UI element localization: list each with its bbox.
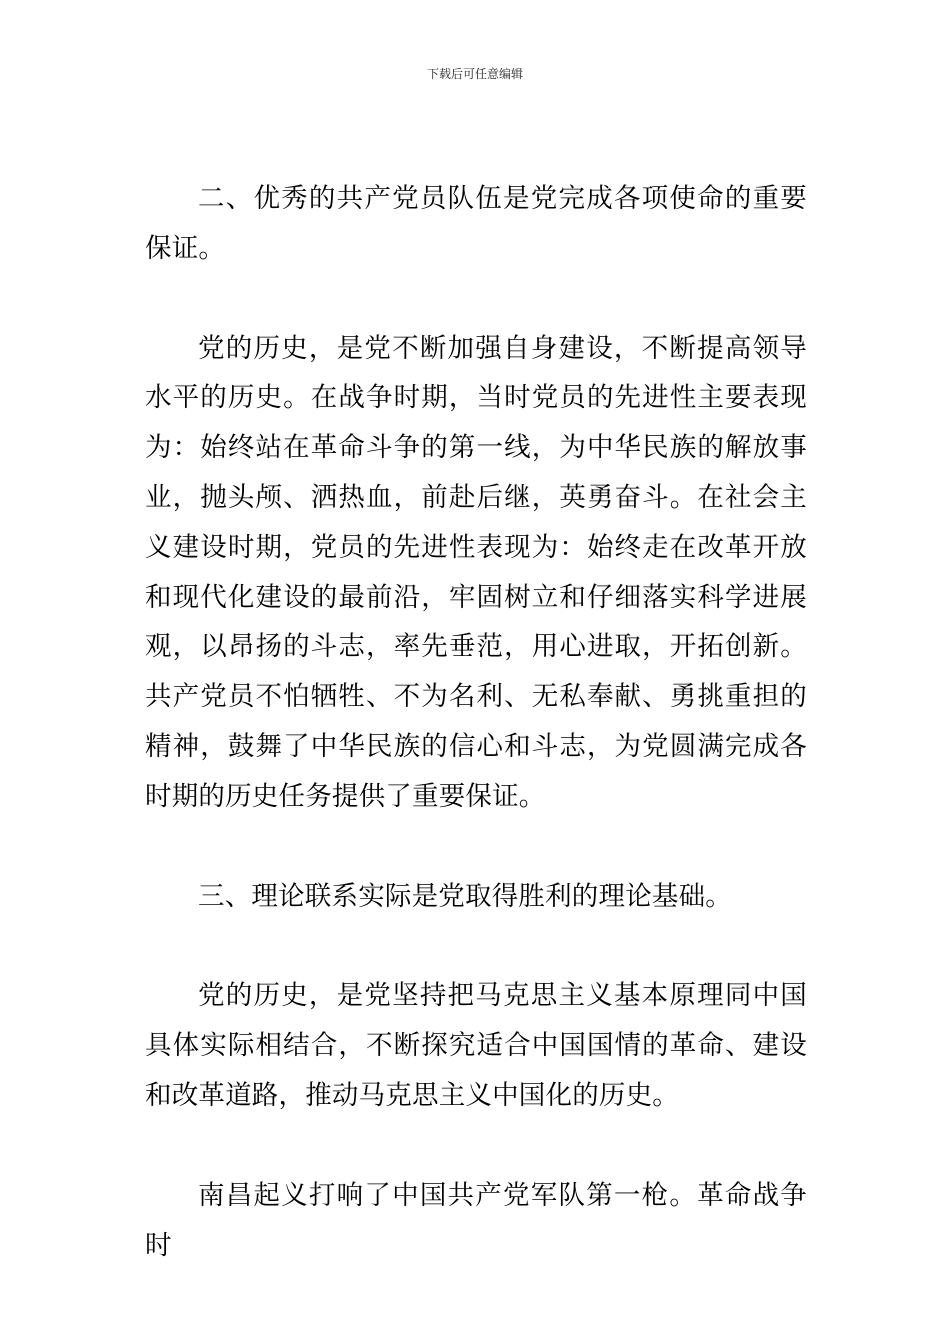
paragraph-spacer <box>145 1121 807 1171</box>
document-body <box>145 174 807 1270</box>
body-paragraph: 南昌起义打响了中国共产党军队第一枪。革命战争时 <box>145 1179 807 1261</box>
paragraph-spacer <box>145 274 807 324</box>
paragraph-spacer <box>145 921 807 971</box>
body-paragraph: 党的历史，是党不断加强自身建设，不断提高领导水平的历史。在战争时期，当时党员的先进性主要表现为：始终站在革命斗争的第一线，为中华民族的解放事业，抛头颅、洒热血，前赴后继，英勇奋斗。在社会主义建设时期，党员的先进性表现为：始终走在改革开放和现代化建设的最前沿，牢固树立和仔细落实科学进展观，以昂扬的斗志，率先垂范，用心进取，开拓创新。共产党员不怕牺牲、不为名利、无私奉献、勇挑重担的精神，鼓舞了中华民族的信心和斗志，为党圆满完成各时期的历史任务提供了重要保证。 <box>145 332 807 812</box>
body-paragraph: 党的历史，是党坚持把马克思主义基本原理同中国具体实际相结合，不断探究适合中国国情的革命、建设和改革道路，推动马克思主义中国化的历史。 <box>145 980 807 1111</box>
section-heading-2: 二、优秀的共产党员队伍是党完成各项使命的重要保证。 <box>145 183 807 264</box>
page-header: 下载后可任意编辑 <box>426 67 523 81</box>
paragraph-spacer <box>145 822 807 872</box>
section-heading-3: 三、理论联系实际是党取得胜利的理论基础。 <box>198 880 732 912</box>
